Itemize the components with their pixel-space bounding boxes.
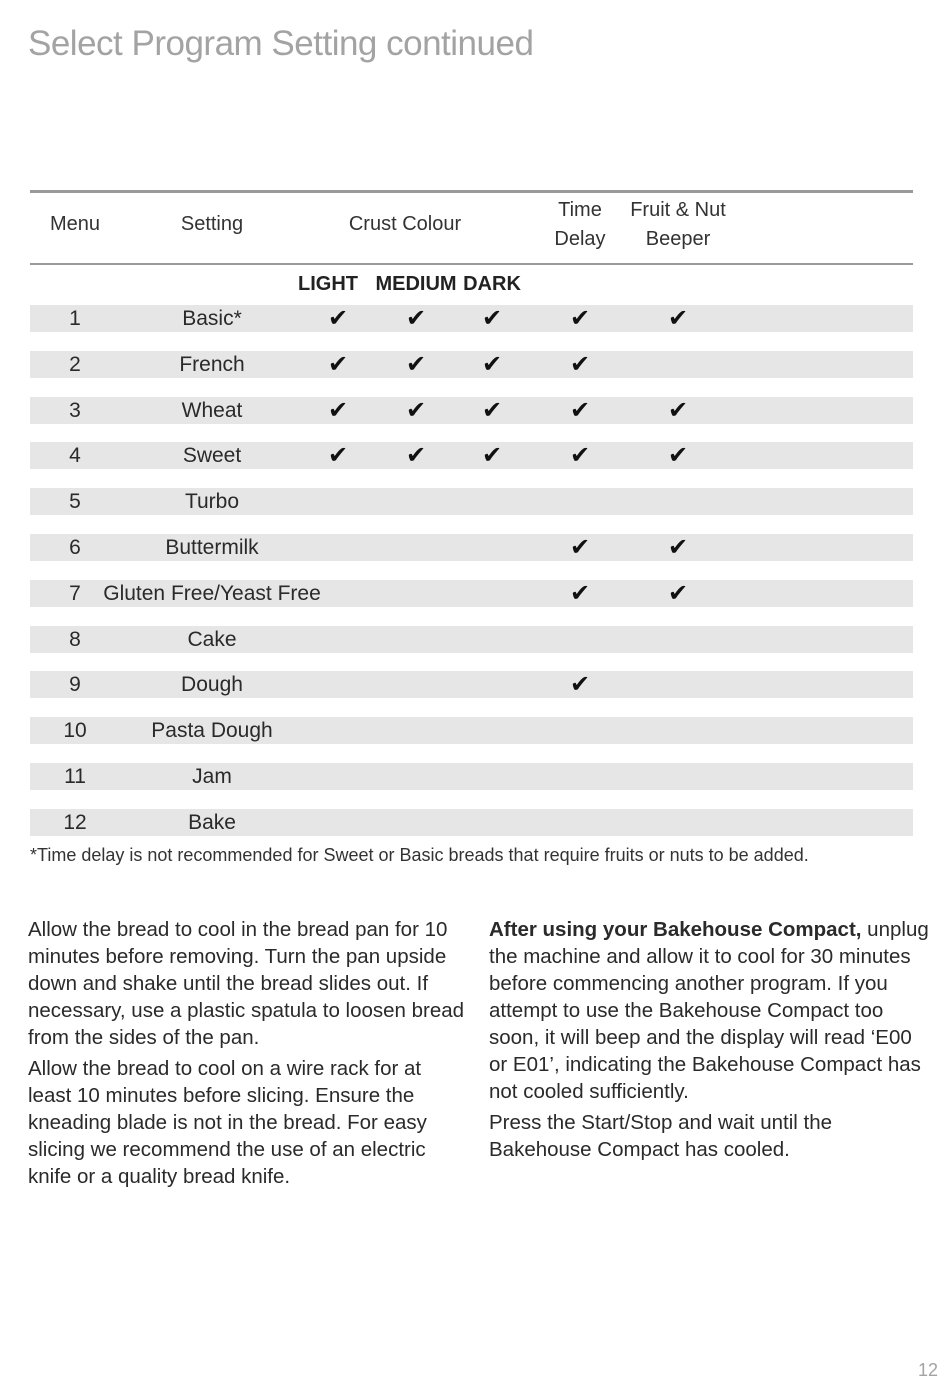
right-paragraph-2: Press the Start/Stop and wait until the Bakehouse Compact has cooled. [489, 1111, 832, 1161]
check-icon-dark: ✔ [481, 305, 503, 332]
setting-name: Pasta Dough [151, 719, 273, 743]
table-row [30, 717, 913, 744]
check-icon-time-delay: ✔ [569, 350, 591, 378]
table-row [30, 671, 913, 698]
header-time-delay [540, 196, 620, 254]
check-icon-time-delay: ✔ [569, 305, 591, 332]
check-icon-medium: ✔ [405, 350, 427, 378]
crust-light-label: LIGHT [298, 273, 358, 295]
table-row [30, 442, 913, 469]
header-time-delay-line1: Time [558, 199, 602, 221]
table-row [30, 626, 913, 653]
left-paragraph-2: Allow the bread to cool on a wire rack for at least 10 minutes before slicing. Ensure the kneading blade is not in the bread. For easy slicing we recommend the use of an electric knife or a quality bread knife. [28, 1057, 427, 1188]
header-time-delay-line2: Delay [554, 228, 606, 250]
setting-name: Buttermilk [165, 535, 259, 559]
check-icon-fruit: ✔ [667, 396, 689, 424]
setting-name: Cake [187, 627, 237, 651]
setting-name: Wheat [181, 398, 243, 422]
check-icon-dark: ✔ [481, 350, 503, 378]
menu-number: 8 [69, 627, 81, 651]
menu-number: 6 [69, 535, 81, 559]
table-row [30, 580, 913, 607]
page-title: Select Program Setting continued [28, 24, 534, 63]
crust-dark-label: DARK [463, 273, 521, 295]
menu-number: 10 [63, 719, 87, 743]
check-icon-medium: ✔ [405, 442, 427, 470]
page-number: 12 [917, 1360, 938, 1380]
check-icon-fruit: ✔ [667, 305, 689, 332]
table-body [30, 305, 913, 836]
left-column-text [28, 916, 468, 1194]
table-row [30, 763, 913, 790]
table-row [30, 488, 913, 515]
header-fruit-nut-beeper [618, 196, 738, 254]
check-icon-time-delay: ✔ [569, 671, 591, 699]
check-icon-light: ✔ [327, 396, 349, 424]
menu-number: 5 [69, 490, 81, 514]
table-row [30, 809, 913, 836]
check-icon-dark: ✔ [481, 396, 503, 424]
header-menu: Menu [49, 213, 101, 235]
crust-medium-label: MEDIUM [375, 273, 457, 295]
table-footnote: *Time delay is not recommended for Sweet or Basic breads that require fruits or nuts to be added. [30, 845, 809, 865]
check-icon-fruit: ✔ [667, 442, 689, 470]
table-row [30, 305, 913, 332]
check-icon-medium: ✔ [405, 396, 427, 424]
header-crust-colour: Crust Colour [348, 213, 462, 235]
menu-number: 7 [69, 581, 81, 605]
menu-number: 9 [69, 673, 81, 697]
right-column-text [489, 916, 929, 1167]
menu-number: 4 [69, 444, 81, 468]
check-icon-light: ✔ [327, 350, 349, 378]
table-row [30, 397, 913, 424]
crust-level-header [30, 265, 913, 305]
check-icon-dark: ✔ [481, 442, 503, 470]
menu-number: 12 [63, 810, 87, 834]
program-settings-table [30, 190, 913, 836]
check-icon-time-delay: ✔ [569, 579, 591, 607]
check-icon-light: ✔ [327, 442, 349, 470]
menu-number: 2 [69, 352, 81, 376]
menu-number: 3 [69, 398, 81, 422]
header-fruit-line1: Fruit & Nut [630, 199, 726, 221]
setting-name: Gluten Free/Yeast Free [103, 581, 321, 605]
table-header [30, 193, 913, 263]
table-row [30, 351, 913, 378]
right-paragraph-1 [489, 916, 929, 1105]
check-icon-fruit: ✔ [667, 579, 689, 607]
check-icon-fruit: ✔ [667, 533, 689, 561]
setting-name: Turbo [184, 490, 240, 514]
menu-number: 1 [69, 307, 81, 330]
setting-name: Dough [181, 673, 243, 697]
setting-name: Basic* [182, 307, 242, 330]
setting-name: Bake [188, 810, 236, 834]
left-paragraph-1: Allow the bread to cool in the bread pan for 10 minutes before removing. Turn the pan upside down and shake until the bread slides out. If necessary, use a plastic spatula to loosen bread from the sides of the pan. [28, 918, 465, 1049]
check-icon-medium: ✔ [405, 305, 427, 332]
check-icon-time-delay: ✔ [569, 396, 591, 424]
right-paragraph-1-rest: unplug the machine and allow it to cool for 30 minutes before commencing another program. If you attempt to use the Bakehouse Compact too soon, it will beep and the display will read ‘E00 or E01’, indicating the Bakehouse Compact has not cooled sufficiently. [489, 918, 929, 1103]
right-paragraph-1-bold: After using your Bakehouse Compact, [489, 918, 862, 941]
table-row [30, 534, 913, 561]
check-icon-light: ✔ [327, 305, 349, 332]
header-setting: Setting [180, 213, 244, 235]
check-icon-time-delay: ✔ [569, 533, 591, 561]
menu-number: 11 [64, 764, 86, 788]
header-fruit-line2: Beeper [645, 228, 711, 250]
setting-name: French [179, 352, 245, 376]
setting-name: Jam [192, 764, 232, 788]
setting-name: Sweet [182, 444, 242, 468]
check-icon-time-delay: ✔ [569, 442, 591, 470]
